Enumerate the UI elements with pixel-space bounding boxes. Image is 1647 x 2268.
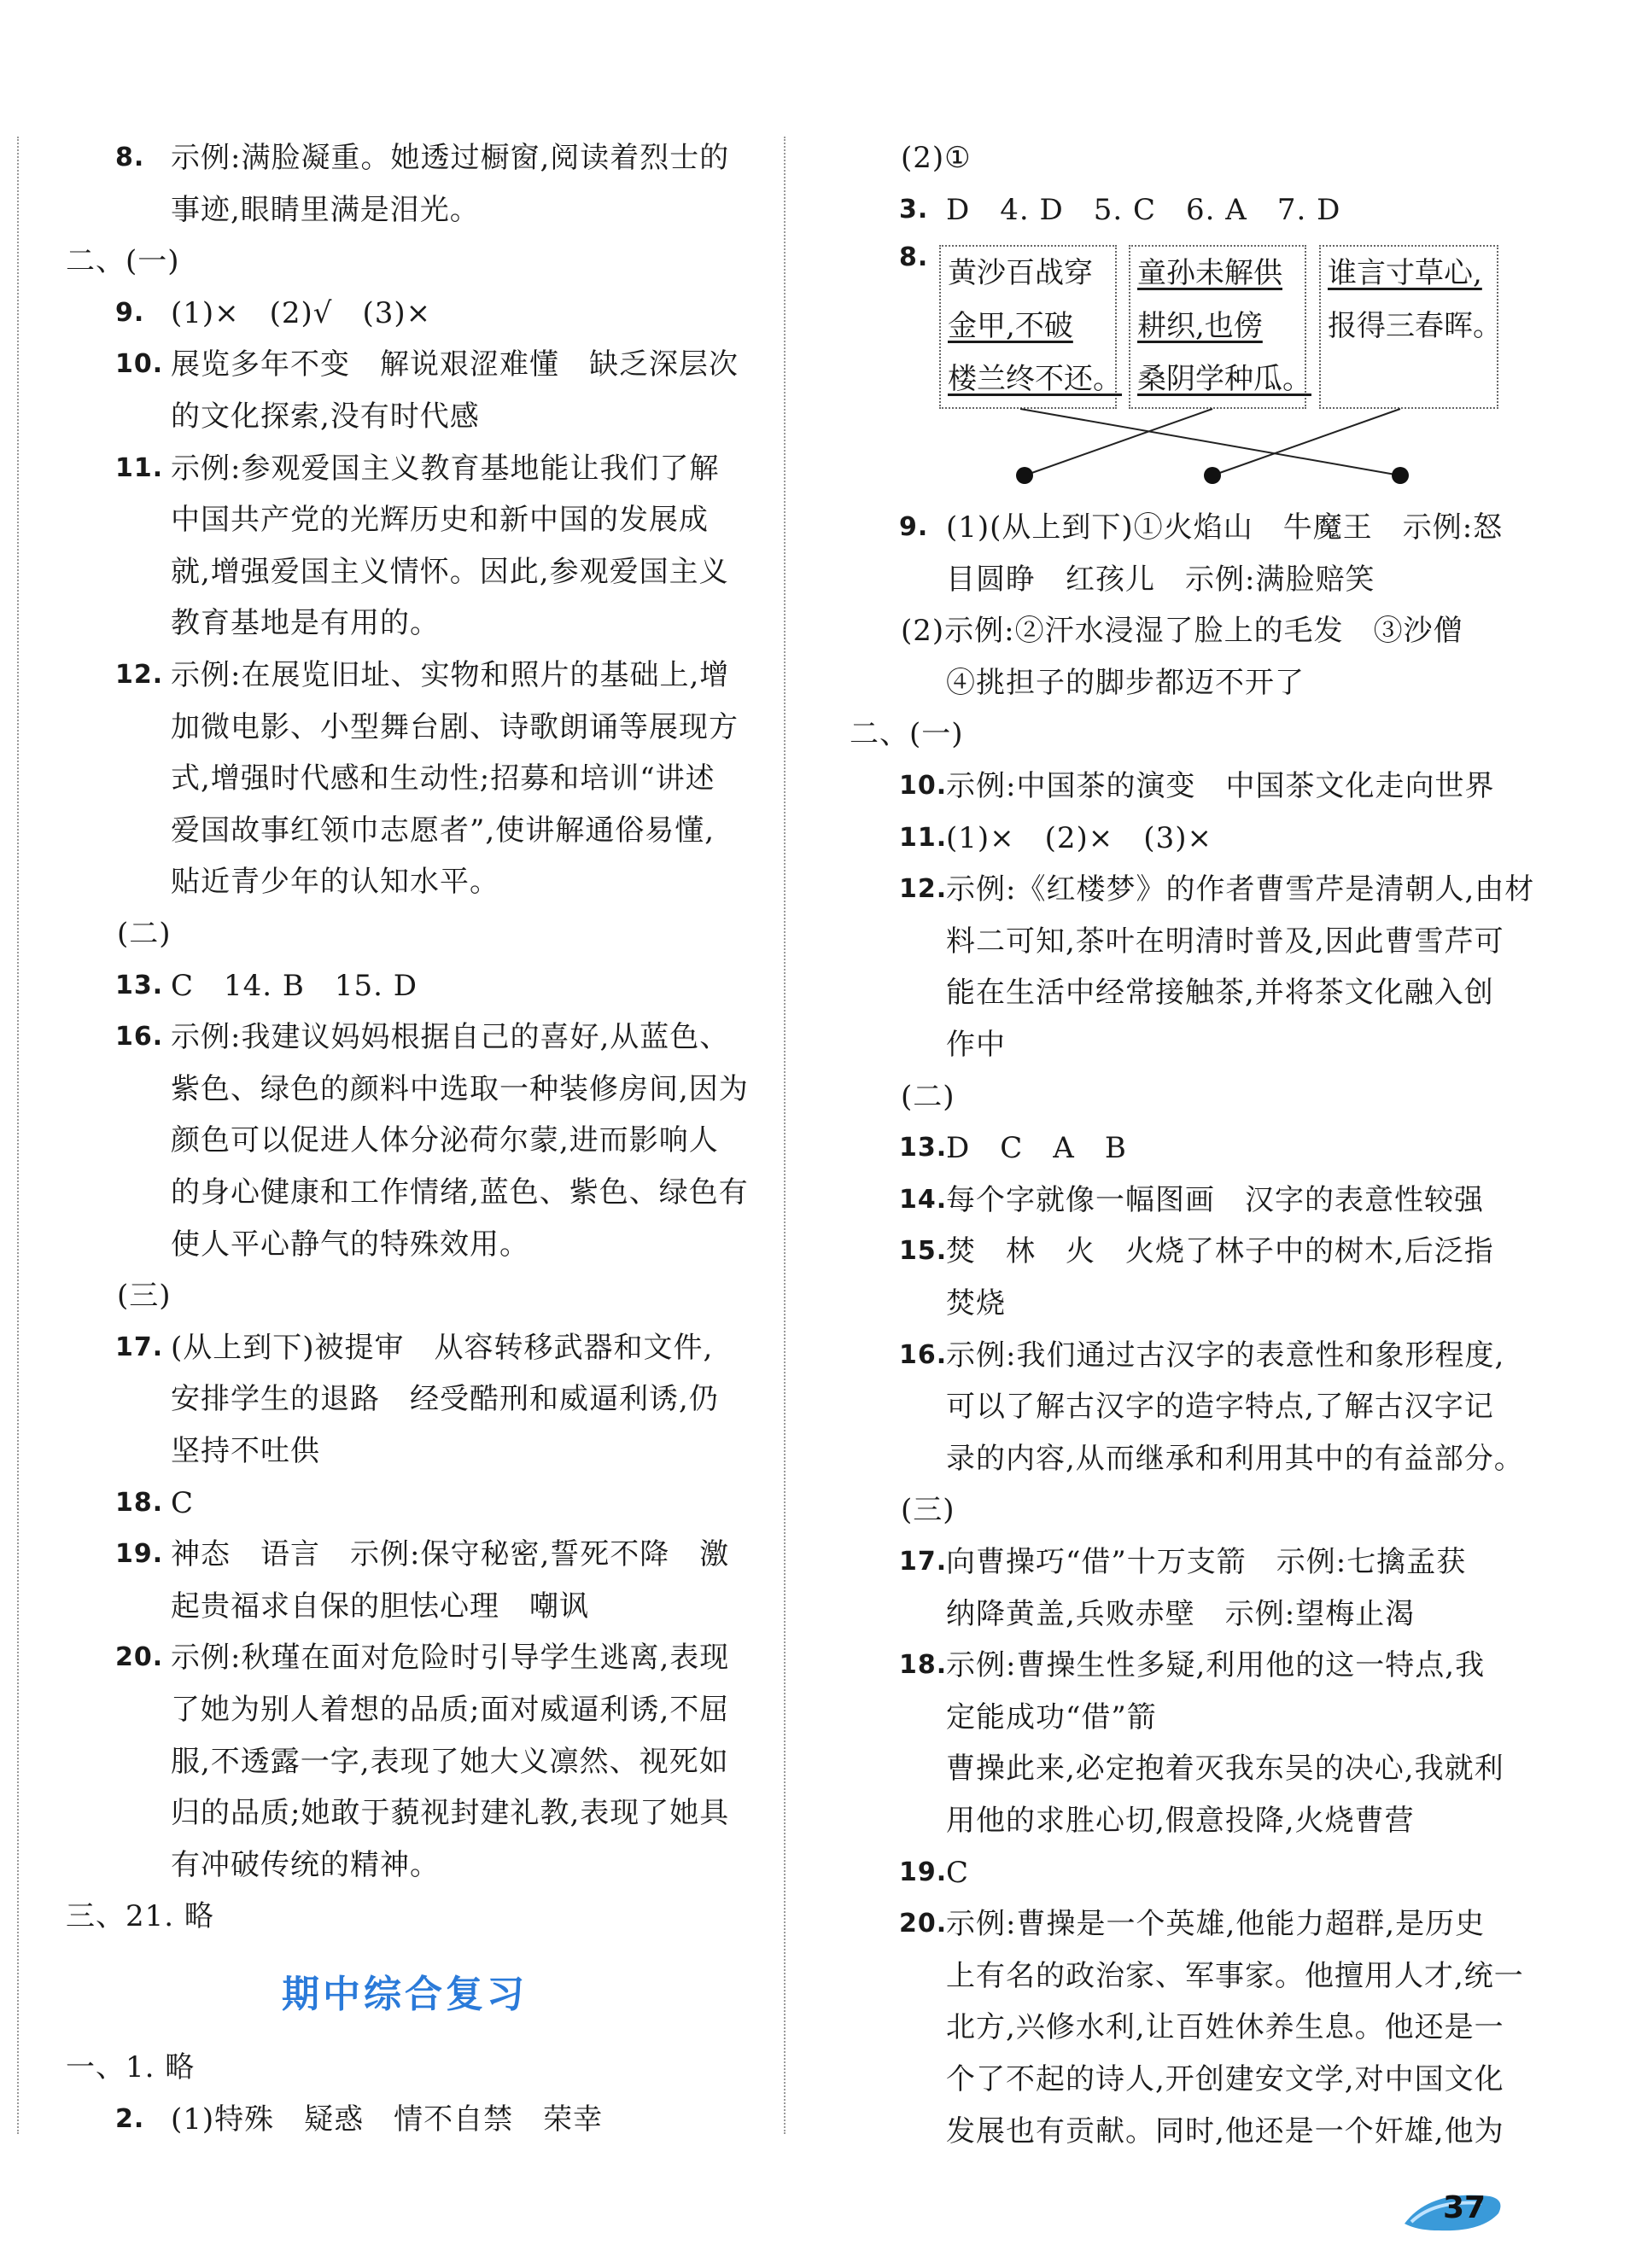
answer-line: 每个字就像一幅图画 汉字的表意性较强	[946, 1182, 1484, 1217]
answer-line: 目圆睁 红孩儿 示例:满脸赔笑	[946, 562, 1375, 597]
answer-line: 向曹操巧“借”十万支箭 示例:七擒孟获	[946, 1545, 1467, 1579]
answer-line: 示例:秋瑾在面对危险时引导学生逃离,表现	[171, 1641, 730, 1676]
answer-line: 二、(一)	[66, 244, 180, 279]
answer-line: C 14. B 15. D	[171, 968, 418, 1003]
item-number: 13.	[115, 970, 164, 1000]
answer-line: 示例:我们通过古汉字的表意性和象形程度,	[946, 1338, 1505, 1373]
match-line	[1025, 409, 1212, 475]
answer-line: C	[171, 1485, 195, 1520]
answer-line: (2)①	[901, 141, 972, 175]
answer-line: 示例:曹操是一个英雄,他能力超群,是历史	[946, 1907, 1486, 1942]
section-title: 期中综合复习	[282, 1973, 528, 2016]
item-number: 17.	[115, 1332, 164, 1362]
item-number: 10.	[899, 771, 948, 801]
answer-line: 有冲破传统的精神。	[171, 1847, 440, 1882]
answer-line: (1)× (2)× (3)×	[946, 820, 1212, 855]
answer-line: 上有名的政治家、军事家。他擅用人才,统一	[946, 1958, 1524, 1993]
answer-line: (1)特殊 疑惑 情不自禁 荣幸	[171, 2102, 604, 2137]
answer-line: 定能成功“借”箭	[946, 1700, 1157, 1735]
answer-line: 示例:《红楼梦》的作者曹雪芹是清朝人,由材	[946, 872, 1535, 907]
item-number: 15.	[899, 1236, 948, 1267]
answer-line: 式,增强时代感和生动性;招募和培训“讲述	[171, 761, 715, 796]
answer-line: 曹操此来,必定抱着灭我东吴的决心,我就利	[946, 1752, 1504, 1787]
item-number: 3.	[899, 195, 929, 224]
item-number: 19.	[115, 1539, 164, 1570]
match-dot	[1204, 467, 1221, 484]
answer-line: D C A B	[946, 1131, 1127, 1166]
answer-line: (二)	[901, 1079, 955, 1114]
answer-line: 归的品质;她敢于藐视封建礼教,表现了她具	[171, 1796, 730, 1831]
answer-line: 示例:满脸凝重。她透过橱窗,阅读着烈士的	[171, 141, 730, 175]
answer-line: (二)	[117, 917, 172, 951]
poem-box-3-line: 谁言寸草心,	[1328, 256, 1482, 290]
item-number: 9.	[899, 512, 929, 542]
answer-line: 就,增强爱国主义情怀。因此,参观爱国主义	[171, 554, 729, 589]
answer-line: (三)	[901, 1493, 955, 1528]
poem-box-3-line: 报得三春晖。	[1328, 309, 1502, 343]
answer-line: 北方,兴修水利,让百姓休养生息。他还是一	[946, 2010, 1504, 2045]
answer-line: 中国共产党的光辉历史和新中国的发展成	[171, 503, 709, 538]
poem-box-1-line: 楼兰终不还。	[948, 362, 1122, 396]
answer-line: 了她为别人着想的品质;面对威逼利诱,不屈	[171, 1693, 730, 1727]
answer-line: D 4. D 5. C 6. A 7. D	[946, 193, 1341, 227]
poem-box-2-line: 耕织,也傍	[1137, 309, 1263, 343]
answer-line: (1)× (2)√ (3)×	[171, 295, 432, 330]
poem-box-1-line: 金甲,不破	[948, 309, 1073, 343]
page-number: 37	[1443, 2190, 1486, 2225]
match-line	[1020, 409, 1400, 475]
item-number: 2.	[115, 2104, 145, 2134]
poem-box-2-line: 童孙未解供	[1137, 256, 1282, 290]
answer-line: 展览多年不变 解说艰涩难懂 缺乏深层次	[171, 347, 739, 382]
answer-line: 坚持不吐供	[171, 1434, 320, 1468]
answer-line: 纳降黄盖,兵败赤壁 示例:望梅止渴	[946, 1596, 1416, 1631]
item-number: 8.	[115, 143, 145, 172]
match-line	[1212, 409, 1400, 475]
answer-line: 作中	[946, 1028, 1006, 1062]
answer-line: (三)	[117, 1279, 172, 1314]
answer-line: 用他的求胜心切,假意投降,火烧曹营	[946, 1804, 1415, 1838]
match-dot	[1016, 467, 1033, 484]
poem-box-2-line: 桑阴学种瓜。	[1137, 362, 1311, 396]
answer-line: 服,不透露一字,表现了她大义凛然、视死如	[171, 1744, 729, 1779]
answer-line: 安排学生的退路 经受酷刑和威逼利诱,仍	[171, 1382, 719, 1417]
answer-line: 个了不起的诗人,开创建安文学,对中国文化	[946, 2062, 1504, 2096]
match-dot	[1392, 467, 1409, 484]
answer-line: 一、1. 略	[66, 2050, 196, 2084]
poem-box-1-line: 黄沙百战穿	[948, 256, 1093, 290]
answer-line: 的文化探索,没有时代感	[171, 399, 480, 434]
answer-line: 焚 林 火 火烧了林子中的树木,后泛指	[946, 1234, 1494, 1269]
answer-line: 起贵福求自保的胆怯心理 嘲讽	[171, 1589, 589, 1624]
answer-line: 神态 语言 示例:保守秘密,誓死不降 激	[171, 1537, 730, 1572]
answer-line: ④挑担子的脚步都迈不开了	[946, 665, 1305, 700]
answer-line: 爱国故事红领巾志愿者”,使讲解通俗易懂,	[171, 813, 715, 848]
answer-line: 发展也有贡献。同时,他还是一个奸雄,他为	[946, 2113, 1504, 2148]
answer-line: 的身心健康和工作情绪,蓝色、紫色、绿色有	[171, 1175, 749, 1210]
answer-line: 二、(一)	[850, 717, 964, 752]
item-number: 17.	[899, 1547, 948, 1577]
answer-line: 示例:参观爱国主义教育基地能让我们了解	[171, 451, 720, 486]
item-number: 16.	[899, 1339, 948, 1370]
answer-line: 录的内容,从而继承和利用其中的有益部分。	[946, 1441, 1524, 1476]
item-number: 12.	[115, 660, 164, 690]
item-number: 11.	[899, 822, 948, 853]
answer-line: 能在生活中经常接触茶,并将茶文化融入创	[946, 976, 1494, 1011]
answer-line: 示例:曹操生性多疑,利用他的这一特点,我	[946, 1648, 1486, 1683]
item-number: 19.	[899, 1857, 948, 1887]
answer-line: 事迹,眼睛里满是泪光。	[171, 192, 480, 227]
answer-line: 焚烧	[946, 1286, 1006, 1321]
answer-line: 紫色、绿色的颜料中选取一种装修房间,因为	[171, 1071, 749, 1106]
answer-line: 示例:中国茶的演变 中国茶文化走向世界	[946, 769, 1495, 803]
item-number: 11.	[115, 452, 164, 483]
answer-line: (从上到下)被提审 从容转移武器和文件,	[171, 1330, 714, 1365]
answer-line: 加微电影、小型舞台剧、诗歌朗诵等展现方	[171, 709, 739, 744]
answer-line: C	[946, 1855, 970, 1890]
item-number: 14.	[899, 1184, 948, 1215]
item-number: 10.	[115, 349, 164, 380]
item-number: 12.	[899, 874, 948, 905]
answer-line: (2)示例:②汗水浸湿了脸上的毛发 ③沙僧	[901, 614, 1463, 649]
item-number: 9.	[115, 297, 145, 328]
answer-line: 三、21. 略	[66, 1899, 214, 1934]
q8-number: 8.	[899, 242, 929, 272]
item-number: 18.	[899, 1650, 948, 1681]
answer-line: 示例:我建议妈妈根据自己的喜好,从蓝色、	[171, 1020, 730, 1055]
answer-line: 使人平心静气的特殊效用。	[171, 1227, 529, 1262]
item-number: 20.	[899, 1909, 948, 1939]
item-number: 18.	[115, 1487, 164, 1518]
answer-line: 贴近青少年的认知水平。	[171, 865, 499, 900]
item-number: 16.	[115, 1022, 164, 1052]
item-number: 20.	[115, 1642, 164, 1673]
answer-line: 示例:在展览旧址、实物和照片的基础上,增	[171, 658, 730, 692]
answer-line: 料二可知,茶叶在明清时普及,因此曹雪芹可	[946, 924, 1504, 959]
answer-line: 颜色可以促进人体分泌荷尔蒙,进而影响人	[171, 1123, 719, 1158]
answer-line: (1)(从上到下)①火焰山 牛魔王 示例:怒	[946, 510, 1504, 545]
item-number: 13.	[899, 1133, 948, 1163]
answer-line: 可以了解古汉字的造字特点,了解古汉字记	[946, 1390, 1494, 1425]
answer-line: 教育基地是有用的。	[171, 606, 440, 641]
